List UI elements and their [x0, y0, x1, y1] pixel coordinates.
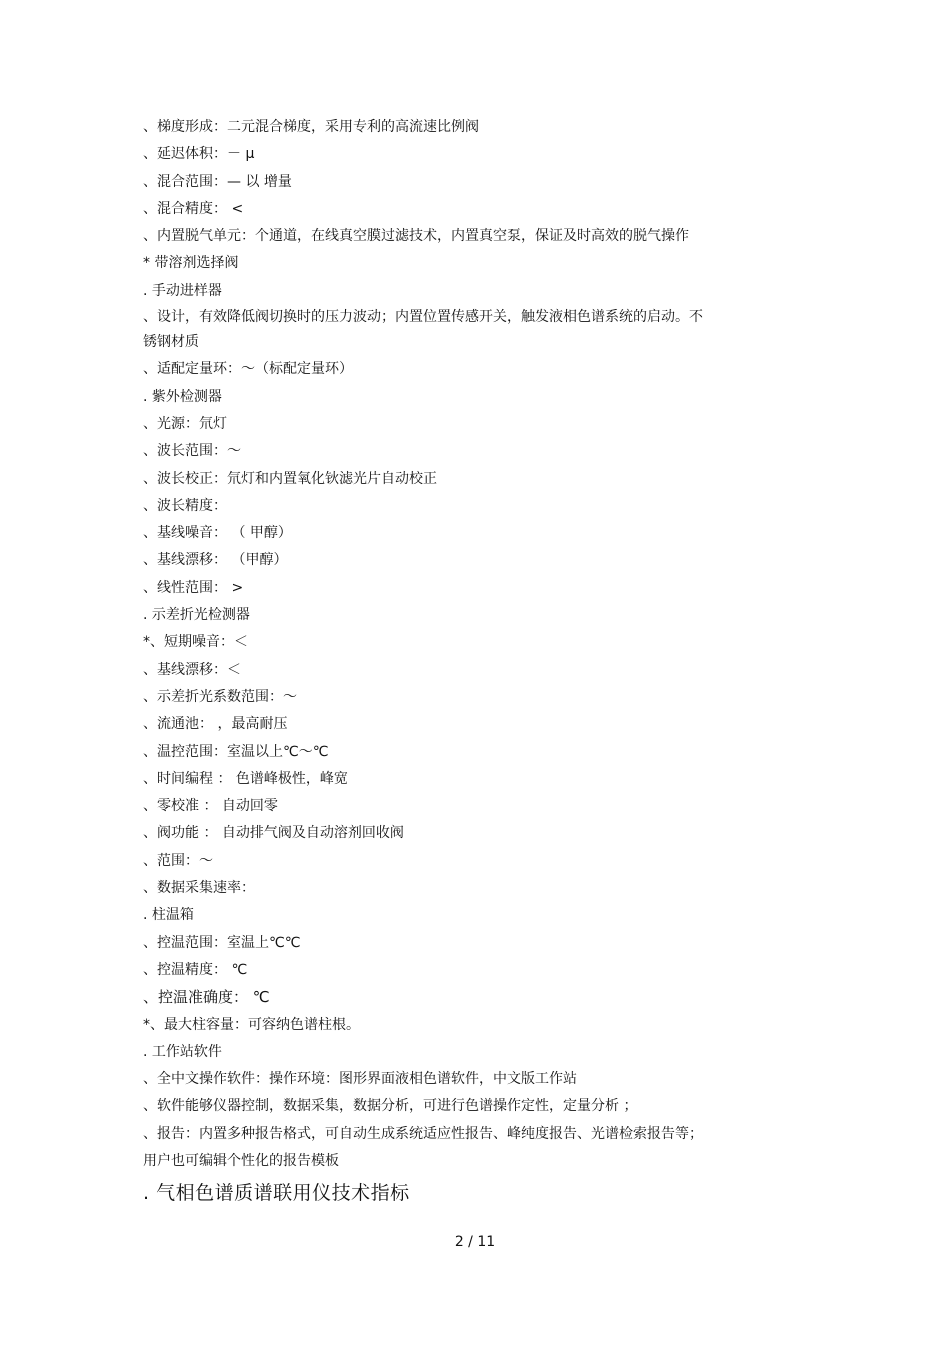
spec-line: 、流通池： ，最高耐压: [143, 716, 288, 733]
spec-line: 、示差折光系数范围：～: [143, 688, 297, 705]
spec-line: 、基线漂移： （甲醇）: [143, 552, 288, 569]
page-number: 2 / 11: [454, 1234, 496, 1250]
section-title: . 示差折光检测器: [143, 607, 250, 624]
spec-line: 、数据采集速率：: [143, 880, 255, 897]
spec-line: 、梯度形成：二元混合梯度，采用专利的高流速比例阀: [143, 119, 479, 135]
spec-line: 、时间编程 ： 色谱峰极性，峰宽: [143, 770, 348, 787]
spec-line: 、报告：内置多种报告格式，可自动生成系统适应性报告、峰纯度报告、光谱检索报告等；: [143, 1125, 703, 1142]
spec-line: 、线性范围： >: [143, 579, 244, 596]
spec-line: 、控温范围：室温上℃℃: [143, 934, 301, 951]
spec-line: 、范围：～: [143, 852, 213, 869]
spec-line: 、内置脱气单元：个通道，在线真空膜过滤技术，内置真空泵，保证及时高效的脱气操作: [143, 228, 689, 245]
spec-line: 、波长精度：: [143, 497, 227, 514]
spec-line: 、波长校正：氘灯和内置氧化钬滤光片自动校正: [143, 470, 437, 487]
spec-line: 、阀功能 ： 自动排气阀及自动溶剂回收阀: [143, 825, 404, 842]
spec-line: 、软件能够仪器控制，数据采集，数据分析，可进行色谱操作定性，定量分析 ；: [143, 1098, 638, 1115]
section-title: . 紫外检测器: [143, 388, 222, 405]
section-heading: . 气相色谱质谱联用仪技术指标: [143, 1182, 410, 1204]
spec-line: 用户也可编辑个性化的报告模板: [143, 1152, 339, 1169]
spec-line: 、延迟体积：－ μ: [143, 146, 255, 163]
section-title: . 柱温箱: [143, 907, 194, 924]
spec-line: *、最大柱容量：可容纳色谱柱根。: [143, 1016, 360, 1033]
spec-line: 、混合精度： <: [143, 200, 244, 217]
section-title: . 工作站软件: [143, 1043, 222, 1060]
spec-line: 、基线漂移：＜: [143, 661, 241, 678]
spec-line: 、温控范围：室温以上℃～℃: [143, 743, 329, 760]
spec-line: 锈钢材质: [143, 334, 199, 351]
spec-line: 、基线噪音： （ 甲醇）: [143, 525, 292, 542]
section-title: . 手动进样器: [143, 282, 222, 299]
spec-line: 、波长范围：～: [143, 443, 241, 460]
spec-line: 、全中文操作软件：操作环境：图形界面液相色谱软件，中文版工作站: [143, 1071, 577, 1088]
spec-line: 、控温精度： ℃: [143, 961, 248, 978]
spec-list: [143, 114, 763, 1175]
spec-line: * 带溶剂选择阀: [143, 255, 239, 272]
spec-line: 、零校准 ： 自动回零: [143, 798, 278, 815]
spec-line: 、控温准确度： ℃: [143, 988, 270, 1007]
spec-line: 、适配定量环：～（标配定量环）: [143, 361, 353, 378]
spec-line: 、混合范围：— 以 增量: [143, 173, 292, 190]
spec-line: 、光源：氘灯: [143, 415, 227, 432]
spec-line: 、设计，有效降低阀切换时的压力波动；内置位置传感开关，触发液相色谱系统的启动。不: [143, 309, 703, 326]
spec-line: *、短期噪音：＜: [143, 634, 248, 651]
